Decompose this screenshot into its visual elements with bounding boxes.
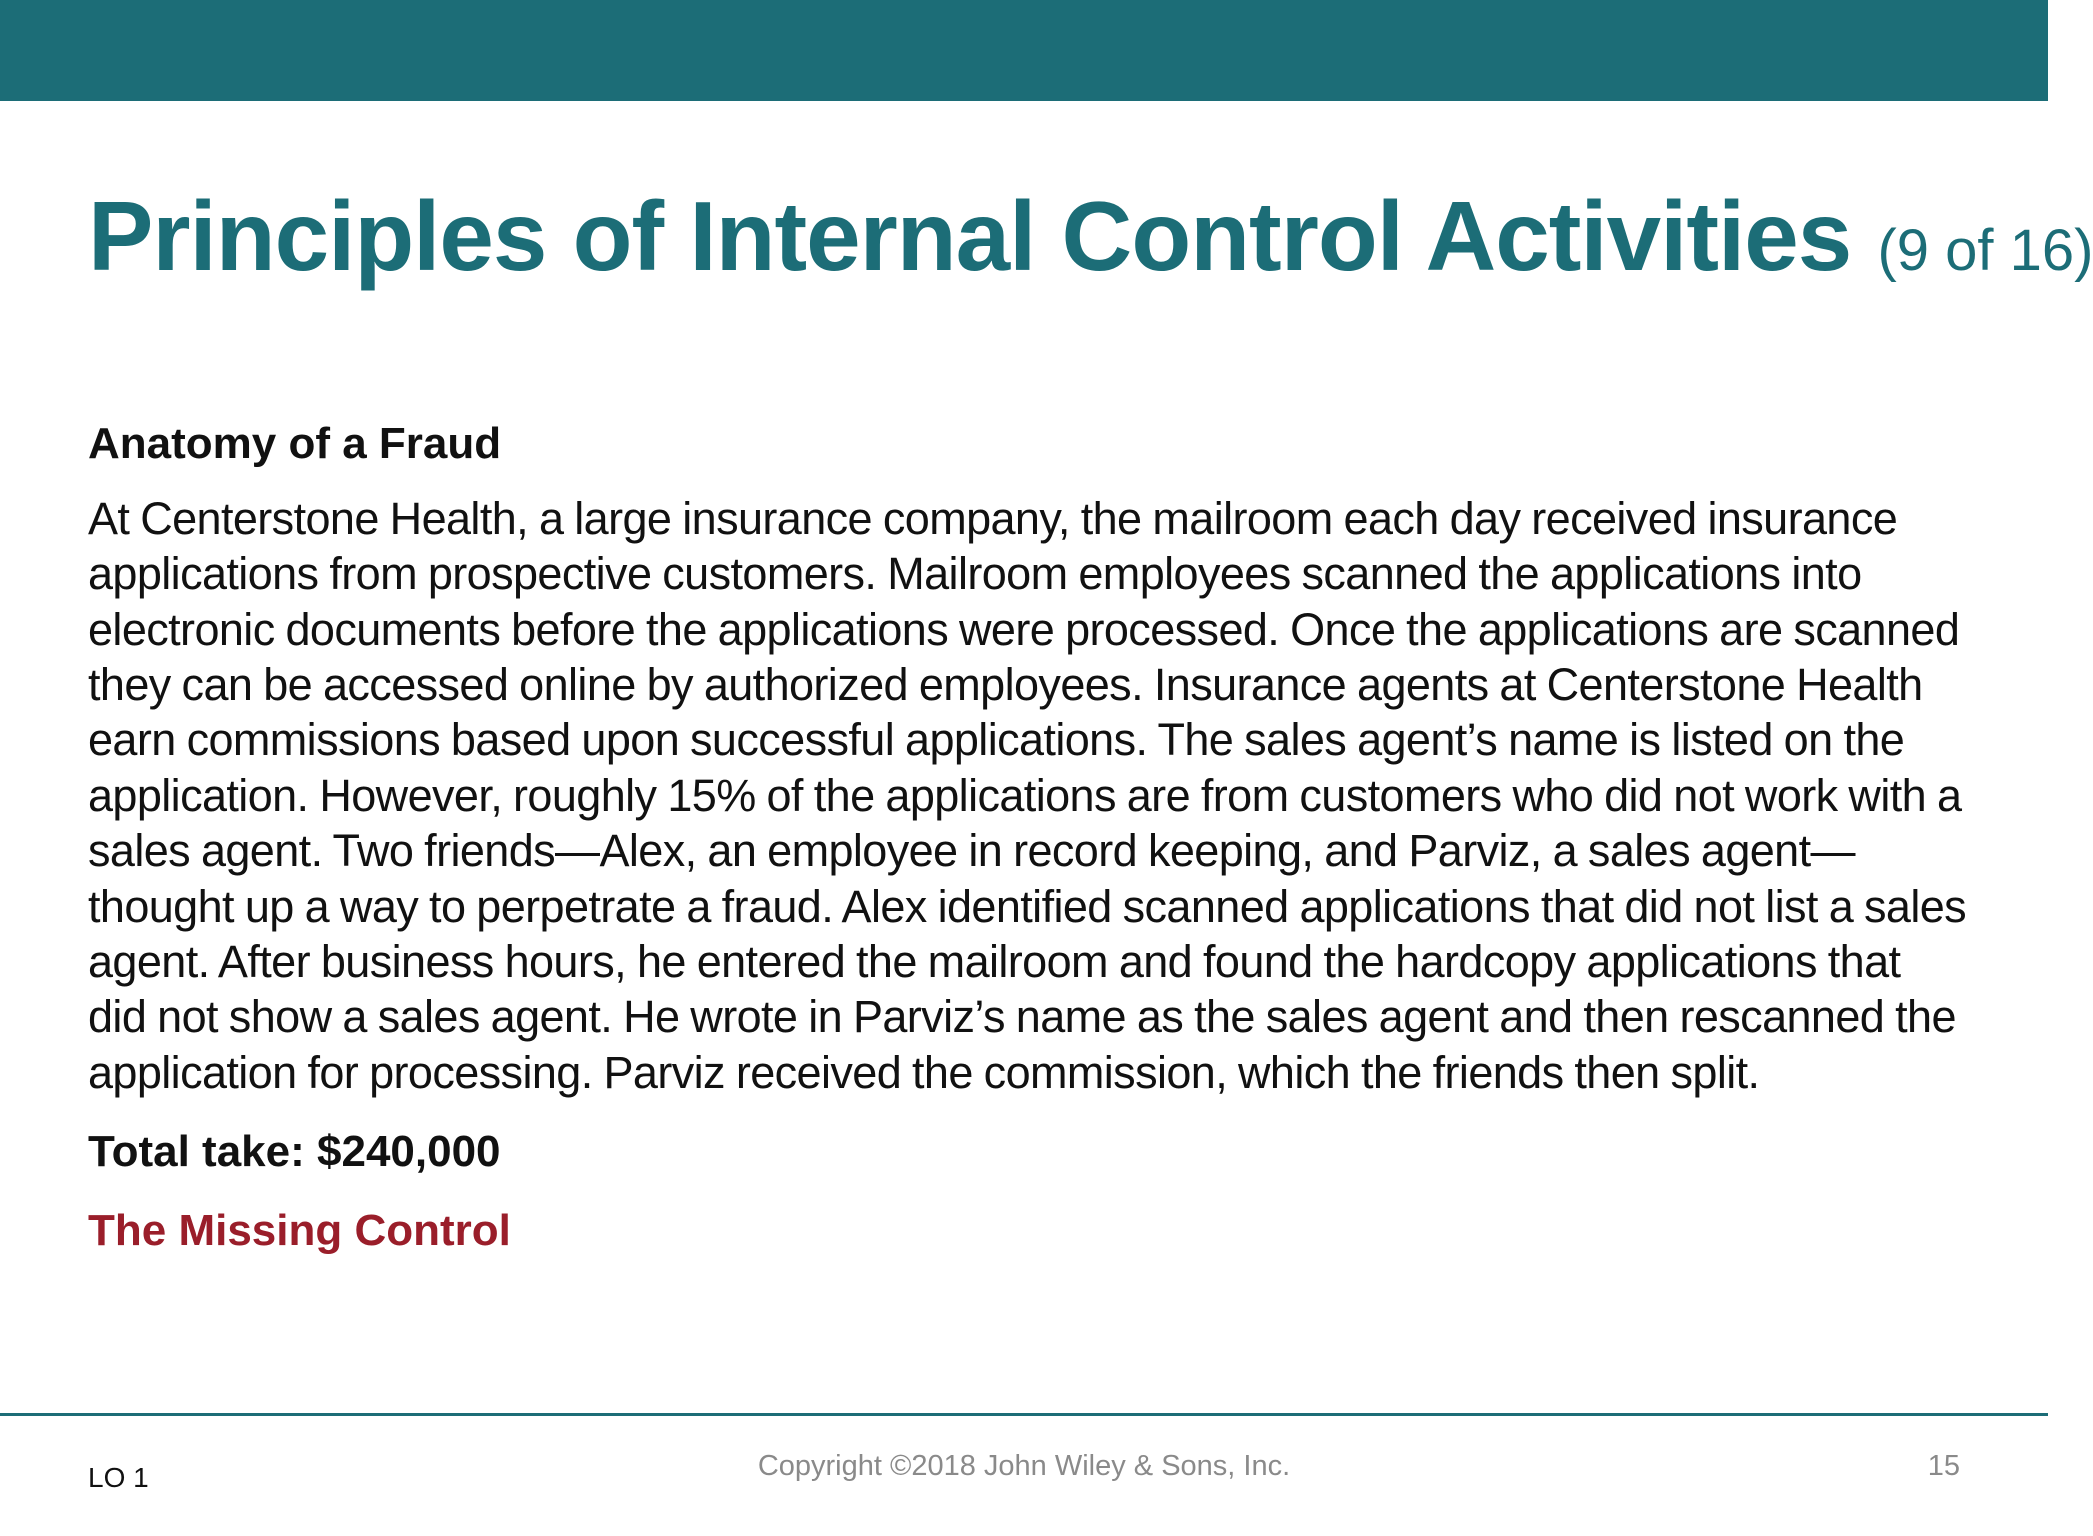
header-bar	[0, 0, 2048, 101]
total-take: Total take: $240,000	[88, 1127, 501, 1177]
slide-subtitle: (9 of 16)	[1877, 218, 2093, 283]
slide-content	[88, 418, 1968, 1258]
section-heading: Anatomy of a Fraud	[88, 419, 502, 468]
missing-control-heading: The Missing Control	[88, 1206, 511, 1256]
footer-divider	[0, 1413, 2048, 1416]
page-number: 15	[1927, 1450, 1960, 1482]
slide-title	[88, 180, 2093, 293]
learning-objective-label: LO 1	[88, 1462, 149, 1493]
fraud-narrative: At Centerstone Health, a large insurance company, the mailroom each day received insurance applications from prospective customers. Mailroom employees scanned the applications into electronic documents before the applications were processed. Once the applications are scanned they can be accessed online by authorized employees. Insurance agents at Centerstone Health earn commissions based upon successful applications. The sales agent’s name is listed on the application. However, roughly 15% of the applications are from customers who did not work with a sales agent. Two friends—Alex, an employee in record keeping, and Parviz, a sales agent—thought up a way to perpetrate a fraud. Alex identified scanned applications that did not list a sales agent. After business hours, he entered the mailroom and found the hardcopy applications that did not show a sales agent. He wrote in Parviz’s name as the sales agent and then rescanned the application for processing. Parviz received the commission, which the friends then split.	[88, 492, 1967, 1098]
slide-title-text: Principles of Internal Control Activities	[88, 181, 1852, 291]
copyright-notice: Copyright ©2018 John Wiley & Sons, Inc.	[757, 1450, 1291, 1482]
